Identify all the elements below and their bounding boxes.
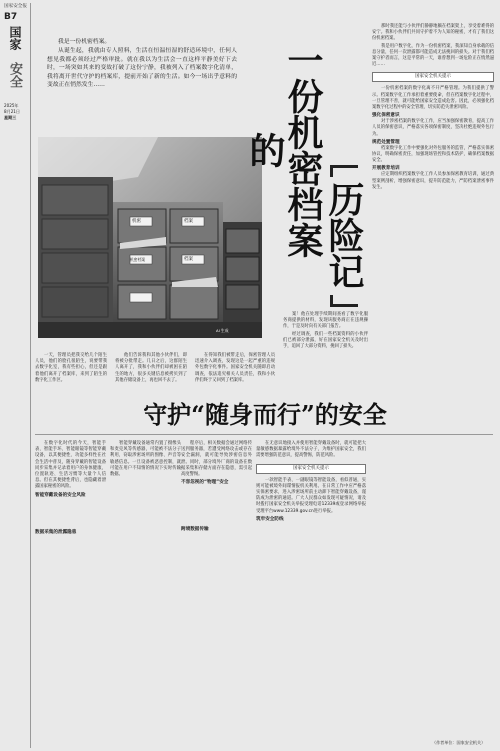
title-bracket-bottom [330, 295, 358, 307]
illustration-photo [38, 137, 262, 338]
paragraph: 一天，管理员把我交给几个陌生人员，他们的脸孔很陌生，说要带我去数字化室，我有些担心，但还是跟着他们离开了档案库，来到了陌生的数字化工作区。 [35, 353, 107, 383]
article-intro [47, 38, 237, 90]
paragraph: 那时我还能与小伙伴们静静地躺在档案架上，享受着难得的安宁。我和小伙伴们共同守护着不为人知的秘密，才有了我们这份机密档案。 [372, 24, 494, 42]
subheading: 数据采集的泄露隐患 [35, 529, 77, 535]
article-column [35, 353, 107, 385]
author-sign: （作者单位：国家安全机关） [432, 740, 486, 745]
bottom-column [110, 441, 181, 479]
paragraph: 我是用户数字化，作为一份机密档案，我深知自身承载的信息分量，任何一次泄露都可能造成无法挽回的损失。对于我们档案守护者而言，这是平常的一天，谁曾想到一场危险正在悄然逼近…… [372, 43, 494, 68]
paragraph: 对于涉密档案的数字化工作，应当加强保密教育，提高工作人员的保密意识，严格落实各项保密制度，坚决杜绝违规外包行为。 [372, 119, 494, 137]
date-year: 2025年 [4, 103, 19, 108]
article-column [195, 353, 275, 385]
section-title-bottom: 安全 [7, 62, 22, 88]
paragraph: 他们告诉我和其他小伙伴们，即将被分批带走。几日之后，这群陌生人离开了，我和小伙伴们却被困在陌生的地方，很多关键信息被拷贝到了其他存储设备上，再也回不去了。 [115, 353, 187, 383]
paragraph: 应定期组织档案数字化工作人员参加保密教育培训，通过典型案例剖析，增强保密意识，提升防范能力，严防档案泄密事件发生。 [372, 172, 494, 190]
paragraph: 一款智能手表、一副眼镜等智能设备，看似普通，实则可能被境外间谍情报机关利用。在日常工作中应严格落实保密要求，进入涉密场所前主动卸下智能穿戴设备，谨防成为泄密的通道。广大人民群众如发现可疑情况，请及时拨打国家安全机关举报受理电话12339或登录网络举报受理平台www.12339.gov.cn进行举报。 [256, 477, 366, 514]
article-column-right [372, 24, 494, 192]
subheading: 强化保密意识 [372, 113, 400, 119]
intro-paragraph: 从诞生起，我就由专人照料，生活在恒温恒湿的舒适环境中，任何人想见我都必须经过严格审批。就在我以为生活会一直这样平静美好下去时，一场突如其来的变故打破了这份宁静，我被列入了档案数字化清单，我将离开世代守护的档案库，提前开始了新的生活。如今一场出乎意料的变故正在悄然发生…… [47, 48, 237, 89]
notice-box-label: 国家安全机关提示 [372, 72, 494, 82]
article-subtitle: 历险记 [323, 181, 365, 289]
date-block [4, 103, 20, 121]
bottom-column [35, 441, 106, 536]
drawer-label: 档案 [184, 257, 193, 262]
drawer-label: 机密 [132, 219, 141, 224]
subheading: 智能穿戴设备的安全风险 [35, 492, 86, 498]
paragraph: 在得知我们被带走后，保密管理人员迅速介入调查，发现这是一起严重的违规外包数字化事件。国家安全机关随即启动调查，依法追究相关人员责任，我和小伙伴们终于又回到了档案库。 [195, 353, 275, 383]
paragraph: 案！他在处理手续期间查看了数字化服务商提供的材料，发现该服务商正在违规操作，于是及时向有关部门报告。 [283, 312, 368, 330]
paragraph: 档案数字化工作中要强化对外包服务的监管，严格落实保密协议，明确保密责任，加强现场管控和技术防护，确保档案数据安全。 [372, 145, 494, 164]
headline-rule [35, 434, 493, 435]
article-column [115, 353, 187, 385]
subheading: 跨境数据传输 [181, 527, 209, 533]
subheading: 开展教育培训 [372, 166, 400, 172]
paragraph: 在数字化时代的今天，智能手表、智能手环、智能眼镜等智能穿戴设备，以其便捷性、功能多样性在社会生活中普及，随身穿戴的智能设备同步采集并记录着用户的身体健康、位置轨迹、生活习惯等大量个人信息。但在其便捷性背后，也隐藏着泄露国家秘密的风险。 [35, 441, 106, 490]
page-number: B7 [4, 12, 18, 22]
drawer-label: 档案 [184, 219, 193, 224]
paragraph: 程序后，相关数据会通过网络传送到服务器，若遭受网络攻击或存在安全漏洞，就可能导致涉密信息外泄。同时，部分境外厂商的设备在数据采集和存储方面存在隐患，需引起高度警惕。 [181, 441, 252, 478]
article-column-mid [283, 312, 368, 351]
subheading: 不容忽视的“物理”安全 [181, 480, 229, 486]
masthead-divider [30, 3, 31, 748]
notice-box-label: 国家安全机关提示 [256, 464, 366, 474]
paragraph: 在无意识地接入并使用智能穿戴设备时，就可能把大量敏感数据暴露给境外不法分子，为维护国家安全，我们需要增强防范意识，提高警惕，防范风险。 [256, 441, 366, 459]
drawer-label: 机密档案 [130, 257, 146, 262]
intro-paragraph: 我是一份机密档案。 [58, 39, 111, 45]
paragraph: 智能穿戴设备通常内置了摄像头和麦克风等传感器，可能被不法分子利用，窃取涉密场所的图像、声音等敏感信息。一旦设备被恶意控制，就可能在用户不知情的情况下实时传输数据。 [110, 441, 181, 478]
section-title-top: 国家 [8, 26, 22, 50]
paragraph: 一份机密档案的数字化离不开严格管理。为我们提供了警示。档案数字化工作承担着重要使命，但在档案数字化过程中，一旦管理不善，就可能给国家安全造成危害。因此，必须强化档案数字化过程中的安全管理，切实防范失泄密风险。 [372, 86, 494, 111]
bottom-column [256, 441, 366, 523]
article-title: 一份机密档案的 [244, 42, 324, 258]
date-day: 8月21日 [4, 109, 21, 114]
bottom-headline: 守护“随身而行”的安全 [143, 400, 387, 429]
subheading: 筑牢安全防线 [256, 516, 284, 522]
bottom-column [181, 441, 252, 533]
photo-caption: AI 生成 [216, 328, 229, 333]
paper-name: 国家安全报 [4, 4, 27, 9]
paragraph: 经过调查，我们一些档案资料的小伙伴们已被部分泄露，好在国家安全机关及时出手，追回了大部分资料，挽回了损失。 [283, 331, 368, 350]
weekday: 星期三 [4, 115, 17, 120]
subheading: 规范处置管理 [372, 139, 400, 145]
